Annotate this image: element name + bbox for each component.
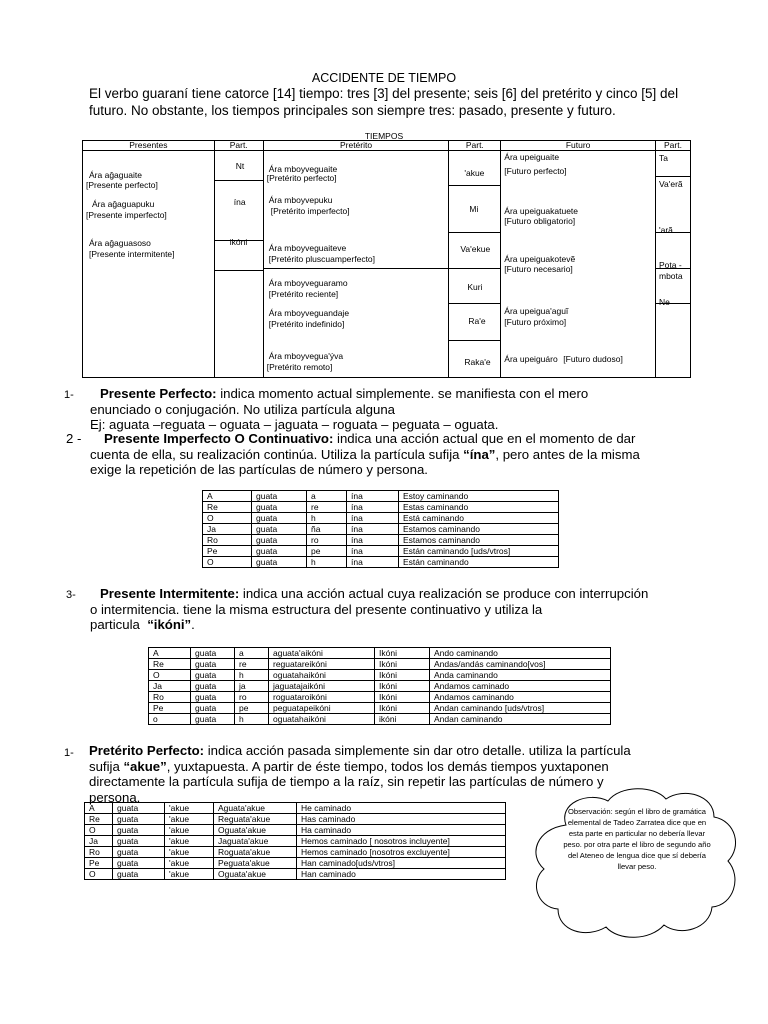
akue-cell: 'akue [165,825,214,836]
presente-particle: ína [233,197,246,207]
preterito-label: [Pretérito indefinido] [268,319,345,329]
preterito-particle: Va'ekue [460,244,491,254]
section-text: sufija [89,758,124,774]
section-text: persona. [89,789,141,805]
akue-cell: Roguata'akue [214,847,297,858]
akue-cell: Peguata'akue [214,858,297,869]
futuro-particle: mbota [658,271,683,281]
preterito-label: [Pretérito imperfecto] [270,206,350,216]
akue-cell: guata [113,847,165,858]
ina-cell: O [203,513,252,524]
table-row [85,814,506,825]
ikoni-cell: Ikóni [375,648,430,659]
ina-cell: Está caminando [399,513,559,524]
ina-cell: pe [307,546,347,557]
ina-cell: guata [252,491,307,502]
ina-cell: a [307,491,347,502]
ikoni-cell: Andamos caminado [430,681,611,692]
ina-cell: Estas caminando [399,502,559,513]
ikoni-cell: Ikóni [375,670,430,681]
ikoni-cell: aguata'aikóni [269,648,375,659]
akue-cell: Han caminado [297,869,506,880]
futuro-verb: Ára upeiguáro [504,354,558,364]
presente-particle: Nt [235,161,245,171]
preterito-particle: Kuri [467,282,483,292]
akue-cell: guata [113,825,165,836]
akue-cell: 'akue [165,836,214,847]
ina-cell: Re [203,502,252,513]
ina-cell: ña [307,524,347,535]
futuro-part-column [655,151,690,378]
ikoni-cell: roguataroikóni [269,692,375,703]
preterito-label: [Pretérito remoto] [266,362,333,372]
presente-verb: Ára aĝaguapuku [92,199,155,209]
preterito-particle: 'akue [464,168,485,178]
presente-particle: ikóni [229,237,248,247]
ikoni-cell: ja [235,681,269,692]
ikoni-cell: guata [191,648,235,659]
section-text: cuenta de ella, su realización continúa. Utiliza la partícula sufija [90,446,464,462]
header-part-3: Part. [655,141,690,151]
section-heading: Pretérito Perfecto: [89,743,205,758]
ikoni-cell: Andan caminando [430,714,611,725]
preterito-label: [Pretérito perfecto] [266,173,337,183]
ina-cell: guata [252,535,307,546]
ikoni-cell: guata [191,681,235,692]
table-row [149,692,611,703]
table-row [149,648,611,659]
table-row [203,502,559,513]
preterito-label: [Pretérito reciente] [268,289,339,299]
futuro-verb: Ára upeiguakotevẽ [504,254,576,264]
ina-cell: h [307,513,347,524]
presente-verb: Ára aĝaguasoso [89,238,151,248]
ikoni-cell: Ja [149,681,191,692]
section-text: , yuxtapuesta. A partir de éste tiempo, todos los demás tiempos yuxtaponen [166,758,609,774]
ikoni-cell: pe [235,703,269,714]
header-part-1: Part. [214,141,263,151]
table-row [149,670,611,681]
ina-cell: ína [347,546,399,557]
ikoni-cell: jaguatajaikóni [269,681,375,692]
ikoni-cell: Ikóni [375,703,430,714]
table-row [203,557,559,568]
table-row [85,803,506,814]
futuro-particle: Ta [658,153,668,163]
ikoni-cell: guata [191,659,235,670]
section-presente-perfecto [90,386,730,433]
ina-cell: re [307,502,347,513]
table-row [203,546,559,557]
section-presente-intermitente [90,586,740,633]
section-number: 1- [64,389,74,401]
ikoni-cell: Ikóni [375,681,430,692]
ina-cell: ro [307,535,347,546]
ikoni-cell: Andan caminando [uds/vtros] [430,703,611,714]
ikoni-cell: guata [191,714,235,725]
ina-cell: ína [347,524,399,535]
futuro-label: [Futuro necesario] [504,264,573,274]
preterito-column [263,151,449,378]
akue-cell: Ha caminado [297,825,506,836]
section-example: Ej: aguata –reguata – oguata – jaguata – roguata – peguata – oguata. [90,417,499,432]
ikoni-cell: Pe [149,703,191,714]
preterito-part-column [449,151,501,378]
ikoni-cell: Ando caminando [430,648,611,659]
ina-cell: O [203,557,252,568]
preterito-verb: Ára mboyvegua'ýva [268,351,344,361]
preterito-particle: Mi [469,204,479,214]
section-text: indica una acción actual cuya realización se produce con interrupción [239,586,649,601]
ikoni-cell: A [149,648,191,659]
ina-cell: Están caminando [399,557,559,568]
section-text: enunciado o conjugación. No utiliza partícula alguna [90,401,395,417]
ikoni-cell: peguatapeikóni [269,703,375,714]
akue-cell: 'akue [165,847,214,858]
observation-cloud [528,785,744,941]
intro-paragraph: El verbo guaraní tiene catorce [14] tiempo: tres [3] del presente; seis [6] del pretérito y cinco [5] del futuro. No obstante, los tiempos principales son siempre tres: pasado, presente y futuro. [89,86,679,118]
presente-label: [Presente imperfecto] [86,210,167,220]
ikoni-cell: o [149,714,191,725]
futuro-verb: Ára upeiguakatuete [504,206,579,216]
akue-cell: O [85,869,113,880]
ina-cell: Estamos caminando [399,524,559,535]
futuro-particle: Va'erã [658,179,683,189]
akue-cell: Oguata'akue [214,825,297,836]
ina-cell: guata [252,557,307,568]
akue-cell: O [85,825,113,836]
ikoni-cell: oguatahaikóni [269,670,375,681]
akue-cell: 'akue [165,858,214,869]
ina-cell: ína [347,557,399,568]
ikoni-cell: O [149,670,191,681]
section-text: indica momento actual simplemente. se manifiesta con el mero [216,386,589,401]
ikoni-cell: Anda caminando [430,670,611,681]
futuro-label: [Futuro próximo] [504,317,567,327]
ina-cell: A [203,491,252,502]
futuro-particle: Ne [658,297,670,307]
preterito-particle: Raka'e [464,357,491,367]
futuro-label: [Futuro dudoso] [563,354,623,364]
ina-cell: ína [347,513,399,524]
ina-cell: Están caminando [uds/vtros] [399,546,559,557]
section-text: particula [90,617,148,632]
presentes-part-column [214,151,263,378]
ikoni-cell: Andas/andás caminando[vos] [430,659,611,670]
preterito-verb: Ára mboyveguaite [268,164,338,174]
ikoni-cell: Ikóni [375,659,430,670]
akue-cell: Aguata'akue [214,803,297,814]
table-row [203,491,559,502]
ikoni-cell: ikóni [375,714,430,725]
table-akue [84,802,506,880]
preterito-verb: Ára mboyvepuku [268,195,333,205]
section-heading: Presente Perfecto: [100,386,217,401]
table-row [149,703,611,714]
table-row [203,524,559,535]
ina-cell: ína [347,491,399,502]
presente-verb: Ára aĝaguaite [89,170,142,180]
ikoni-cell: Ro [149,692,191,703]
ina-cell: guata [252,524,307,535]
table-ikoni [148,647,611,725]
header-presentes: Presentes [83,141,215,151]
ina-cell: ína [347,502,399,513]
ikoni-cell: Andamos caminando [430,692,611,703]
section-text: . [191,617,195,632]
ikoni-cell: h [235,714,269,725]
ina-cell: Ja [203,524,252,535]
ikoni-cell: guata [191,703,235,714]
akue-cell: Han caminado[uds/vtros] [297,858,506,869]
ina-cell: Estamos caminando [399,535,559,546]
preterito-verb: Ára mboyveguandaje [268,308,350,318]
table-row [85,825,506,836]
ikoni-cell: a [235,648,269,659]
futuro-label: [Futuro perfecto] [504,166,567,176]
akue-cell: Oguata'akue [214,869,297,880]
ikoni-cell: h [235,670,269,681]
akue-cell: 'akue [165,869,214,880]
section-text: directamente la partícula sufija de tiempo a la raíz, sin repetir las partículas de número y [89,774,604,789]
ikoni-cell: guata [191,670,235,681]
section-number: 2 - [66,431,82,446]
table-row [203,513,559,524]
ina-cell: Pe [203,546,252,557]
observation-text: Observación: según el libro de gramática elemental de Tadeo Zarratea dice que en esta parte en particular no debería llevar peso. por otra parte el libro de segundo año del Ateneo de lengua dice que sí debería llevar peso. [563,807,711,871]
ikoni-cell: guata [191,692,235,703]
akue-cell: Ro [85,847,113,858]
tenses-table [82,140,691,378]
ina-cell: Ro [203,535,252,546]
presente-label: [Presente perfecto] [86,180,158,190]
preterito-label: [Pretérito pluscuamperfecto] [268,254,376,264]
header-preterito: Pretérito [263,141,449,151]
section-text: indica acción pasada simplemente sin dar otro detalle. utiliza la partícula [204,743,631,758]
futuro-verb: Ára upeiguaite [504,152,560,162]
presentes-column [83,151,215,378]
ina-cell: guata [252,502,307,513]
akue-cell: Hemos caminado [ nosotros incluyente] [297,836,506,847]
akue-cell: A [85,803,113,814]
akue-cell: Re [85,814,113,825]
section-presente-imperfecto [90,431,740,478]
table-row [85,836,506,847]
section-text: o intermitencia. tiene la misma estructura del presente continuativo y utiliza la [90,601,543,617]
section-heading: Presente Intermitente: [100,586,240,601]
akue-cell: guata [113,803,165,814]
ikoni-cell: reguatareikóni [269,659,375,670]
tiempos-caption: TIEMPOS [364,131,404,141]
section-text: exige la repetición de las partículas de número y persona. [90,462,428,477]
section-number: 1- [64,747,74,759]
table-row [85,869,506,880]
header-futuro: Futuro [501,141,656,151]
ina-cell: ína [347,535,399,546]
futuro-particle: 'arã [658,225,673,235]
ina-cell: Estoy caminando [399,491,559,502]
particle-ina: “ína” [463,446,496,462]
ina-cell: guata [252,546,307,557]
table-row [85,858,506,869]
page-title: ACCIDENTE DE TIEMPO [311,71,457,85]
table-row [149,659,611,670]
preterito-verb: Ára mboyveguaiteve [268,243,347,253]
akue-cell: Pe [85,858,113,869]
akue-cell: Has caminado [297,814,506,825]
futuro-verb: Ára upeigua'aguĩ [504,306,569,316]
header-part-2: Part. [449,141,501,151]
akue-cell: Hemos caminado [nosotros excluyente] [297,847,506,858]
section-text: , pero antes de la misma [495,446,640,462]
akue-cell: Reguata'akue [214,814,297,825]
preterito-verb: Ára mboyveguaramo [268,278,348,288]
particle-akue: “akue” [123,758,167,774]
preterito-particle: Ra'e [468,316,486,326]
section-text: indica una acción actual que en el momento de dar [333,431,636,446]
ina-cell: guata [252,513,307,524]
futuro-column [501,151,656,378]
ikoni-cell: Ikóni [375,692,430,703]
akue-cell: guata [113,814,165,825]
table-row [85,847,506,858]
akue-cell: guata [113,869,165,880]
futuro-label: [Futuro obligatorio] [504,216,576,226]
akue-cell: guata [113,836,165,847]
presente-label: [Presente intermitente] [89,249,175,259]
akue-cell: 'akue [165,803,214,814]
ikoni-cell: ro [235,692,269,703]
akue-cell: guata [113,858,165,869]
akue-cell: 'akue [165,814,214,825]
akue-cell: Ja [85,836,113,847]
ikoni-cell: re [235,659,269,670]
ikoni-cell: Re [149,659,191,670]
ina-cell: h [307,557,347,568]
futuro-particle: Pota - [658,260,682,270]
section-heading: Presente Imperfecto O Continuativo: [104,431,334,446]
ikoni-cell: oguatahaikóni [269,714,375,725]
table-row [203,535,559,546]
section-number: 3- [66,589,76,601]
table-row [149,714,611,725]
table-row [149,681,611,692]
akue-cell: Jaguata'akue [214,836,297,847]
akue-cell: He caminado [297,803,506,814]
table-ina [202,490,559,568]
particle-ikoni: “ikóni” [147,617,192,632]
